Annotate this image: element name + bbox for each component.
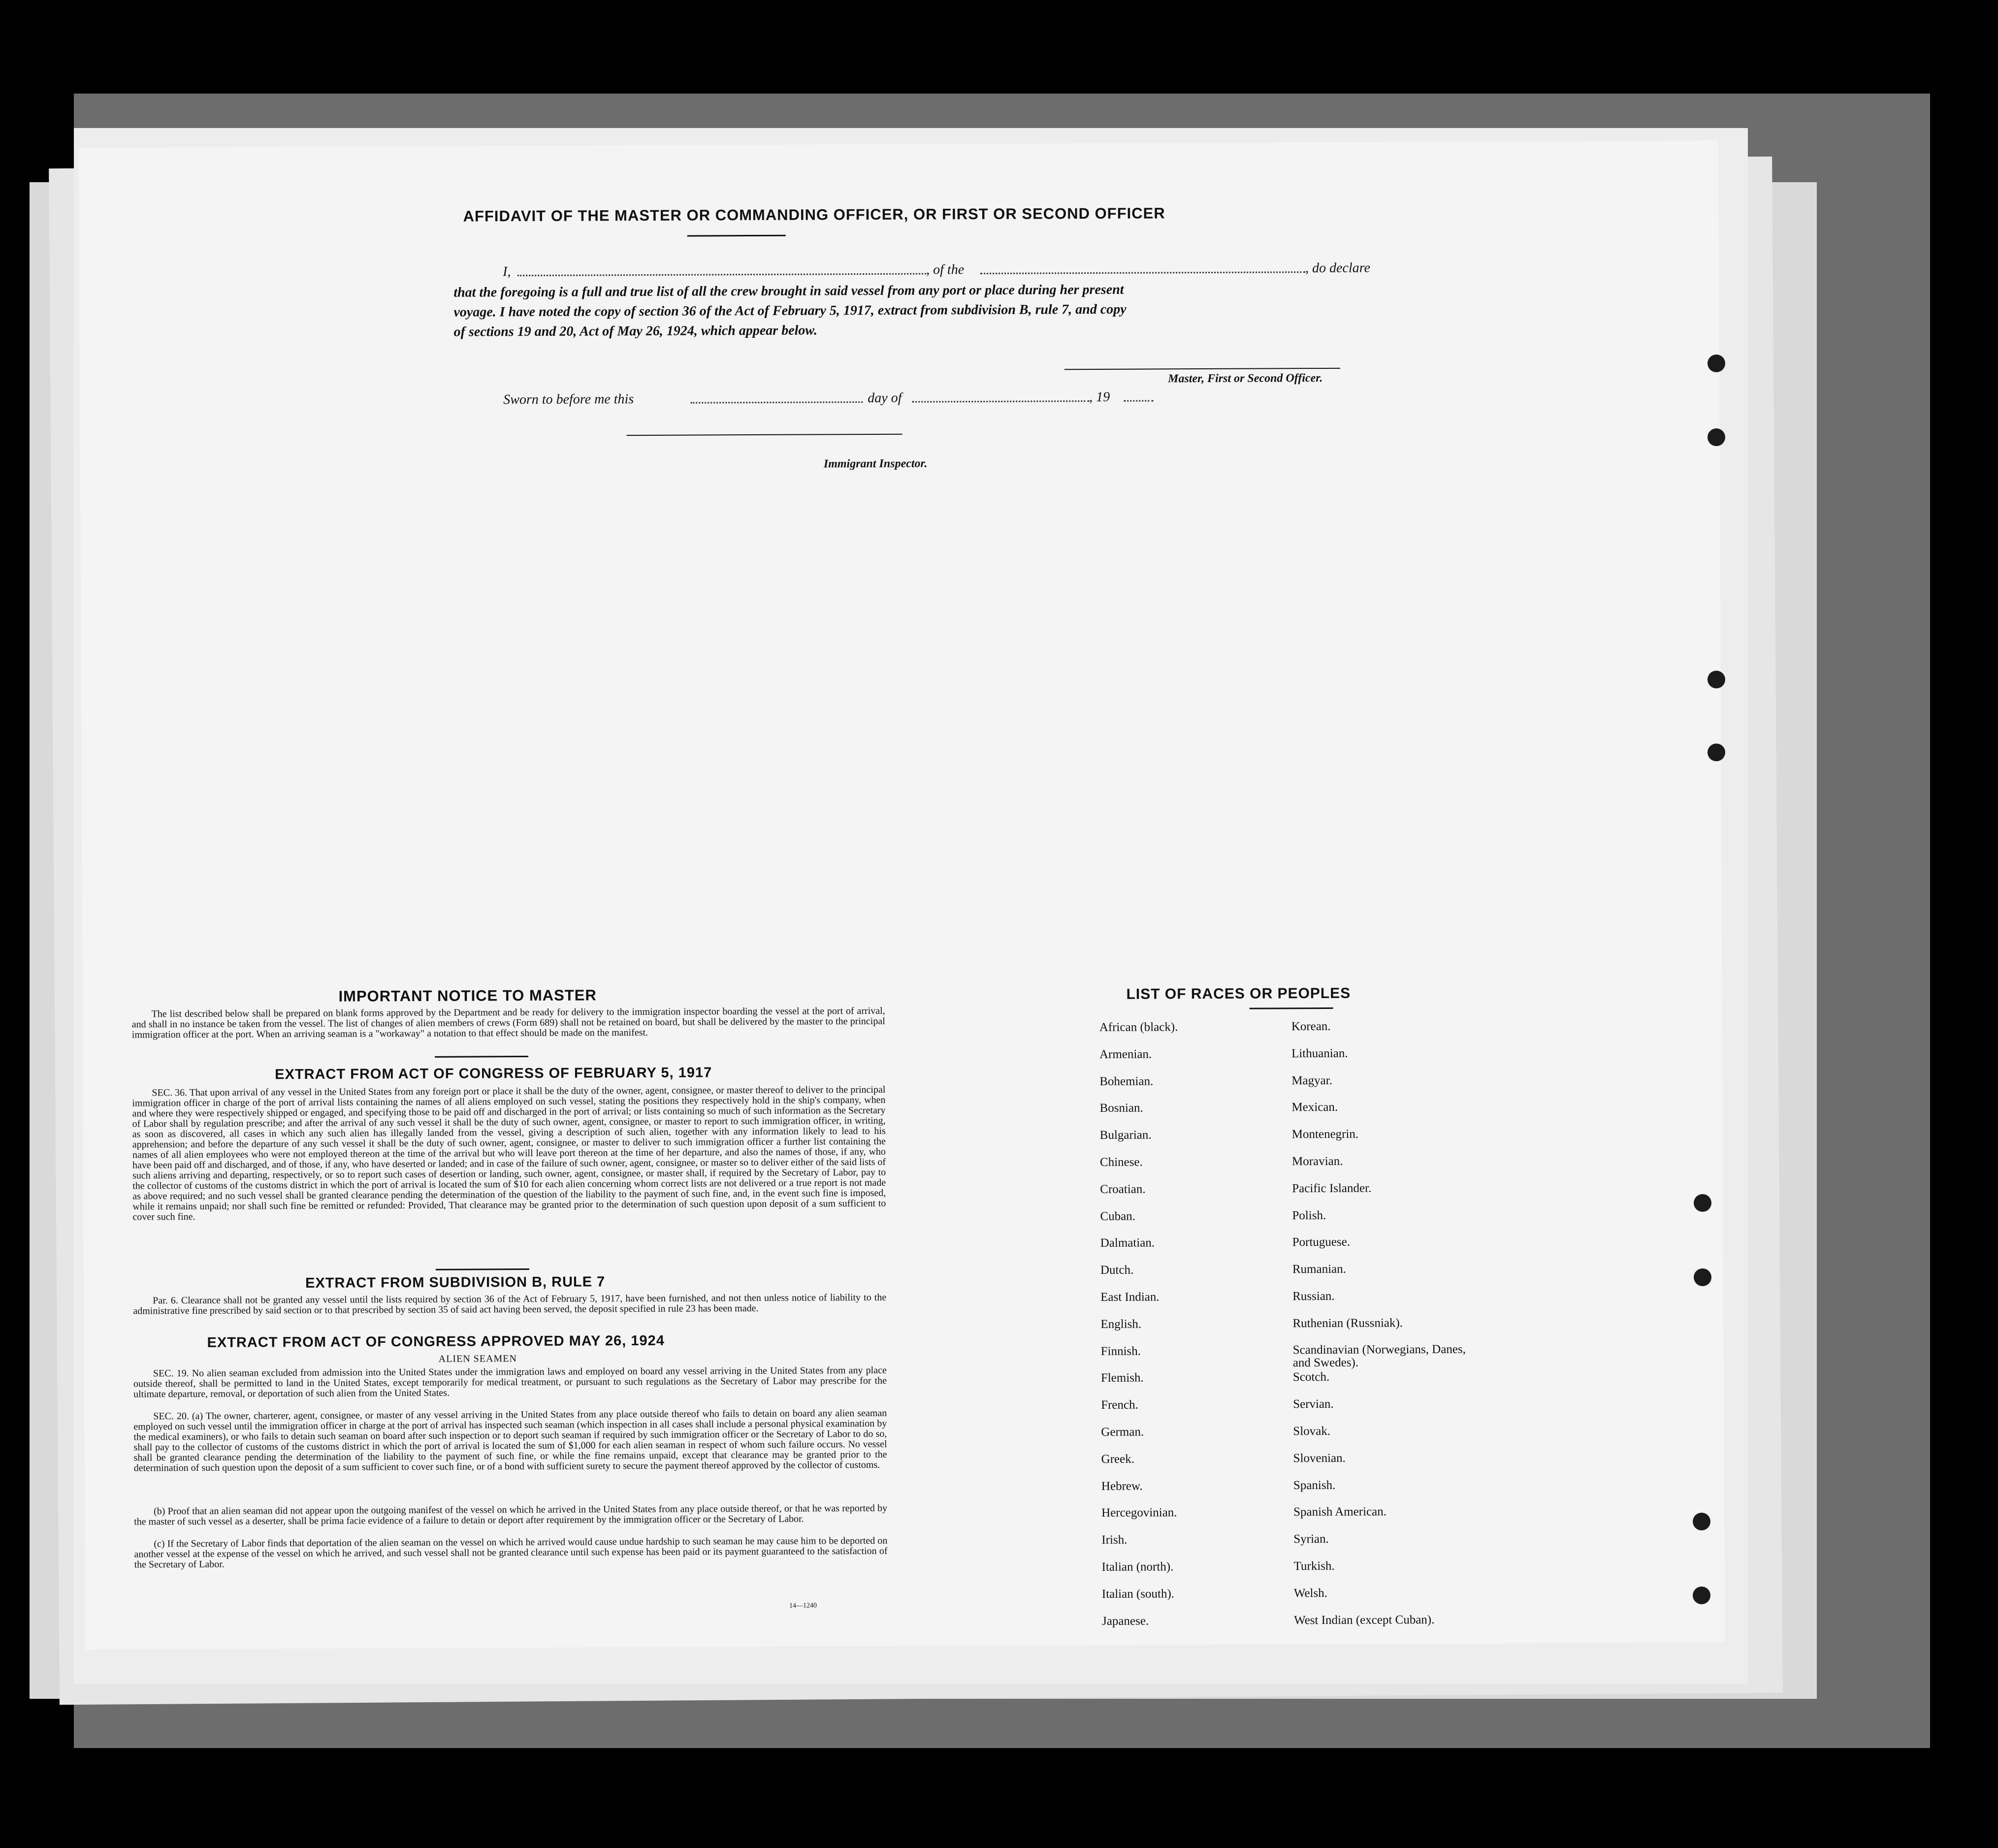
race-item: Russian. [1292,1289,1335,1303]
extract-1917-title: EXTRACT FROM ACT OF CONGRESS OF FEBRUARY 5, 1917 [275,1065,712,1083]
race-item: Armenian. [1099,1047,1152,1061]
sworn-text: Sworn to before me this [503,391,634,408]
race-item: Slovenian. [1293,1451,1346,1465]
form-number: 14—1240 [789,1602,817,1610]
binder-hole [1708,428,1725,446]
race-item: Syrian. [1293,1532,1329,1546]
race-item: Flemish. [1100,1371,1144,1385]
extract-1917-text: SEC. 36. That upon arrival of any vessel in the United States from any foreign port or place it shall be the duty of the owner, agent, consignee, or master thereof to deliver to the principal immigration officer in charge of the port of arrival lists containing the names of all aliens employed on such vessel, stating the positions they respectively hold in the ship's company, when and where they were respectively shipped or engaged, and specifying those to be paid off and discharged in the port of arrival; or lists containing so much of such information as the Secretary of Labor shall by regulation prescribe; and after the arrival of any such vessel it shall be the duty of such owner, agent, consignee, or master to report to such immigration officer, in writing, as soon as discovered, all cases in which any such alien has illegally landed from the vessel, giving a description of such alien, together with any information likely to lead to his apprehension; and before the departure of any such vessel it shall be the duty of such owner, agent, consignee, or master to deliver to such immigration officer a further list containing the names of all alien employees who were not employed thereon at the time of the arrival but who will leave port thereon at the time of her departure, and also the names of those, if any, who have been paid off and discharged, and of those, if any, who have deserted or landed; and in case of the failure of such owner, agent, consignee, or master so to deliver either of the said lists of such aliens arriving and departing, respectively, or so to report such cases of desertion or landing, such owner, agent, consignee, or master shall, if required by the Secretary of Labor, pay to the collector of customs of the customs district in which the port of arrival is located the sum of $10 for each alien concerning whom correct lists are not delivered or a true report is not made as above required; and no such vessel shall be granted clearance pending the determination of the question of the liability to the payment of such fine, and, in the event such fine is imposed, while it remains unpaid; nor shall such fine be remitted or refunded: Provided, That clearance may be granted prior to the determination of such question upon deposit of a sum sufficient to cover such fine. [132,1084,886,1223]
affidavit-line: that the foregoing is a full and true list of all the crew brought in said vessel from any port or place during her present [453,282,1124,300]
race-item: Dutch. [1100,1263,1134,1277]
race-item: Scandinavian (Norwegians, Danes, and Swedes). [1292,1342,1466,1369]
affidavit-i: I, [503,264,511,280]
binder-hole [1693,1587,1710,1604]
race-item: Bohemian. [1099,1074,1154,1088]
master-signature-label: Master, First or Second Officer. [1168,371,1323,386]
vessel-blank [980,271,1305,274]
binder-hole [1694,1268,1711,1286]
inspector-signature-line [627,434,902,436]
name-blank [517,273,926,276]
race-item: Croatian. [1100,1182,1146,1196]
sec19-text: SEC. 19. No alien seaman excluded from admission into the United States under the immigration laws and employed on board any vessel arriving in the United States from any place outside thereof, shall be permitted to land in the United States, except temporarily for medical treatment, or pursuant to such regulations as the Secretary of Labor may prescribe for the ultimate departure, removal, or deportation of such alien from the United States. [133,1364,887,1400]
race-item: Japanese. [1102,1614,1149,1628]
race-item: Scotch. [1292,1370,1330,1384]
affidavit-title: AFFIDAVIT OF THE MASTER OR COMMANDING OFFICER, OR FIRST OR SECOND OFFICER [463,204,1165,225]
document-page [79,140,1725,1650]
race-item: Italian (north). [1101,1560,1174,1574]
race-item: Cuban. [1100,1209,1136,1223]
race-item: East Indian. [1100,1290,1160,1304]
binder-hole [1708,671,1725,688]
race-item: Finnish. [1100,1344,1141,1358]
binder-hole [1708,744,1725,761]
divider [1250,1007,1333,1009]
race-item: Portuguese. [1292,1235,1351,1249]
affidavit-declare: , do declare [1305,260,1371,276]
sec20b-text: (b) Proof that an alien seaman did not appear upon the outgoing manifest of the vessel on which he arrived in the United States from any place outside thereof, or that he was reported by the master of such vessel as a deserter, shall be prima facie evidence of a failure to detain or deport after requirement by the immigration officer or the Secretary of Labor. [134,1502,888,1527]
notice-title: IMPORTANT NOTICE TO MASTER [338,986,597,1005]
race-item: Bulgarian. [1099,1128,1152,1142]
race-item: Magyar. [1291,1073,1332,1087]
race-item: Moravian. [1291,1154,1343,1168]
master-signature-line [1064,368,1340,370]
binder-hole [1693,1513,1710,1530]
race-item: Korean. [1291,1019,1331,1034]
race-item: West Indian (except Cuban). [1294,1613,1435,1627]
extract-rule7-text: Par. 6. Clearance shall not be granted any vessel until the lists required by section 36 of the Act of February 5, 1917, have been furnished, and not then unless notice of liability to the administrative fine prescribed by said section or to that prescribed by section 35 of said act having been served, the deposit specified in rule 23 has been made. [133,1292,887,1317]
race-item: Chinese. [1099,1155,1143,1169]
race-item: Turkish. [1293,1559,1335,1573]
race-item: Pacific Islander. [1292,1181,1372,1196]
extract-1924-title: EXTRACT FROM ACT OF CONGRESS APPROVED MAY 26, 1924 [207,1332,665,1351]
race-item: Mexican. [1291,1101,1338,1114]
affidavit-line: of sections 19 and 20, Act of May 26, 1924, which appear below. [453,323,818,340]
year-blank [1124,400,1153,401]
race-item: Hebrew. [1101,1479,1143,1493]
sec20a-text: SEC. 20. (a) The owner, charterer, agent, consignee, or master of any vessel arriving in the United States from any place outside thereof who fails to detain on board any alien seaman employed on such vessel until the immigration officer in charge at the port of arrival has inspected such seaman (which inspection in all cases shall include a personal physical examination by the medical examiners), or who fails to detain such seaman on board after such inspection or to deport such seaman if required by such immigration officer or the Secretary of Labor to do so, shall pay to the collector of customs of the customs district in which the port of arrival is located the sum of $1,000 for each alien seaman in respect of whom such failure occurs. No vessel shall be granted clearance pending the determination of the liability to the payment of such fine, or while the fine remains unpaid, except that clearance may be granted prior to the determination of such question upon the deposit of a sum sufficient to cover such fine, or of a bond with sufficient surety to secure the payment thereof approved by the collector of customs. [133,1407,887,1474]
divider [436,1268,529,1270]
race-item: Hercegovinian. [1101,1506,1177,1520]
extract-1924-subtitle: ALIEN SEAMEN [438,1353,517,1364]
day-of-text: day of [868,390,902,406]
notice-text: The list described below shall be prepared on blank forms approved by the Department and be ready for delivery to the immigration inspector boarding the vessel at the port of arrival, and shall in no instance be taken from the vessel. The list of changes of alien members of crews (Form 689) shall not be retained on board, but shall be delivered by the master to the principal immigration officer at the port. When an arriving seaman is a "workaway" a notation to that effect should be made on the manifest. [131,1005,885,1040]
sec20c-text: (c) If the Secretary of Labor finds that deportation of the alien seaman on the vessel on which he arrived would cause undue hardship to such seaman he may cause him to be deported on another vessel at the expense of the vessel on which he arrived, and such vessel shall not be granted clearance until such expense has been paid or its payment guaranteed to the satisfaction of the Secretary of Labor. [134,1535,888,1570]
inspector-label: Immigrant Inspector. [823,457,928,471]
affidavit-of-the: , of the [926,262,965,278]
year-text: , 19 [1089,389,1110,405]
race-item: Slovak. [1293,1424,1331,1438]
divider [435,1056,528,1058]
race-item: Servian. [1293,1397,1334,1411]
month-blank [912,400,1089,403]
race-item: French. [1101,1398,1138,1412]
race-item: Irish. [1101,1533,1128,1547]
race-item: Lithuanian. [1291,1046,1348,1061]
race-item: Spanish American. [1293,1505,1387,1519]
race-item: Welsh. [1293,1586,1328,1600]
race-item: Dalmatian. [1100,1236,1155,1250]
race-item: Ruthenian (Russniak). [1292,1316,1403,1330]
race-item: African (black). [1099,1020,1178,1034]
race-item: Spanish. [1293,1478,1336,1492]
race-item: Polish. [1292,1208,1326,1222]
races-list-left [1099,1020,1181,1641]
race-item: Italian (south). [1101,1587,1175,1601]
divider [687,235,786,237]
races-list-right [1291,1019,1471,1641]
binder-hole [1694,1194,1711,1212]
day-blank [690,401,863,404]
affidavit-line: voyage. I have noted the copy of section 36 of the Act of February 5, 1917, extract from subdivision B, rule 7, and copy [453,301,1127,320]
race-item: Bosnian. [1099,1101,1143,1115]
race-item: German. [1101,1425,1144,1439]
race-item: Montenegrin. [1291,1127,1359,1141]
race-item: English. [1100,1317,1142,1331]
race-item: Rumanian. [1292,1262,1347,1276]
extract-rule7-title: EXTRACT FROM SUBDIVISION B, RULE 7 [305,1274,606,1292]
binder-hole [1708,355,1725,372]
race-item: Greek. [1101,1452,1135,1466]
races-title: LIST OF RACES OR PEOPLES [1126,985,1351,1003]
